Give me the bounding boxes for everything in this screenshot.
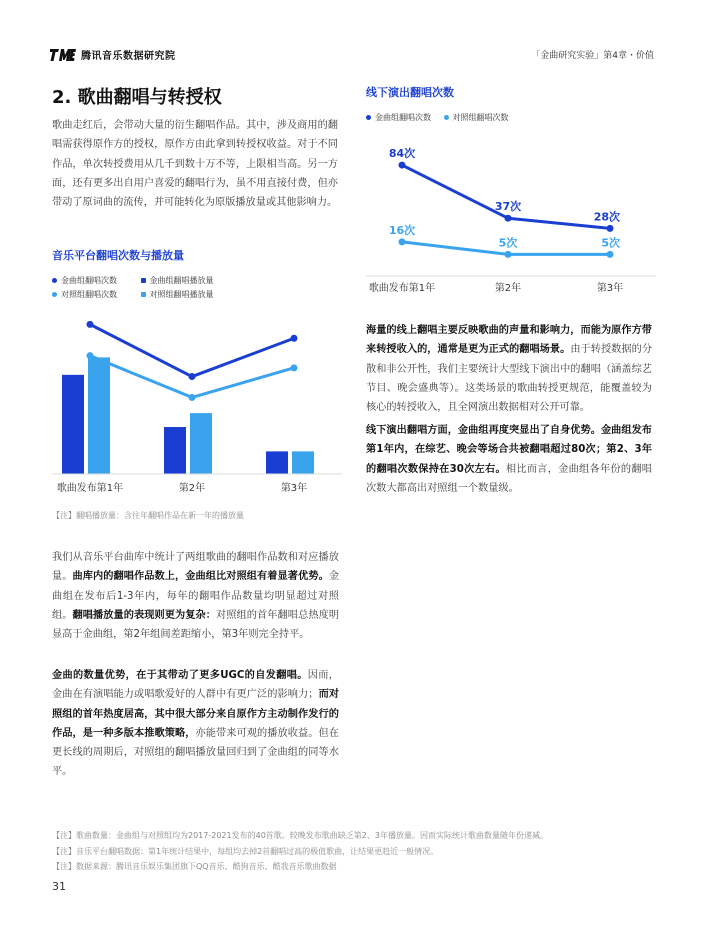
bar-golden-play [164, 427, 186, 474]
bold-text: 线下演出翻唱方面，金曲组再度突显出了自身优势。金曲组发布第1年内，在综艺、晚会等场合共被翻唱超过80次；第2、3年的翻唱次数保持在30次左右。 [366, 425, 652, 475]
legend-label: 对照组翻唱次数 [452, 112, 509, 122]
right-chart-legend [366, 110, 519, 124]
legend-dot-control [52, 292, 57, 297]
point-golden [607, 225, 614, 232]
point-control-count [87, 352, 94, 359]
left-chart-legend [52, 273, 292, 301]
point-control-count [291, 364, 298, 371]
legend-dot-golden [52, 278, 57, 283]
bold-text: 而对照组的首年热度居高，其中很大部分来自原作方主动制作发行的作品，是一种多版本推歌策略， [52, 689, 340, 739]
text: 由于转授数据的分散和非公开性，我们主要统计大型线下演出中的翻唱（涵盖综艺节目、晚会盛典等）。这类场景的歌曲转授更规范，能覆盖较为核心的转授收入，且全网演出数据相对公开可靠。 [366, 344, 653, 414]
footnotes [52, 828, 662, 875]
point-control [505, 251, 512, 258]
data-label: 84次 [388, 147, 416, 161]
bold-text: 金曲的数量优势，在于其带动了更多UGC的自发翻唱。 [52, 670, 308, 681]
page-number: 31 [52, 880, 66, 893]
data-label: 5次 [498, 236, 518, 250]
x-tick-label: 歌曲发布第1年 [368, 283, 436, 294]
legend-control [444, 110, 509, 124]
tme-logo-icon [50, 49, 76, 61]
bar-golden-play [266, 451, 288, 474]
data-label: 28次 [593, 210, 620, 224]
point-control-count [189, 394, 196, 401]
x-tick-label: 第2年 [494, 283, 522, 294]
legend-label: 金曲组翻唱次数 [61, 275, 117, 285]
point-golden-count [291, 335, 298, 342]
legend-label: 金曲组翻唱播放量 [149, 275, 214, 285]
left-chart-title: 音乐平台翻唱次数与播放量 [52, 249, 184, 262]
point-control [607, 251, 614, 258]
legend-dot-golden [366, 115, 371, 120]
legend-label: 对照组翻唱次数 [61, 289, 117, 299]
text: 我们从音乐平台曲库中统计了两组歌曲的翻唱作品数和对应播放量。 [52, 552, 339, 583]
legend-control-count [52, 287, 128, 301]
left-paragraph-2 [52, 548, 339, 644]
legend-golden-count [52, 273, 128, 287]
x-tick-label: 歌曲发布第1年 [56, 483, 124, 494]
section-title: 2. 歌曲翻唱与转授权 [52, 87, 222, 108]
right-paragraph-1 [366, 321, 652, 417]
x-tick-label: 第2年 [178, 483, 206, 494]
legend-swatch-golden [141, 278, 146, 283]
bar-golden-play [62, 375, 84, 474]
point-control [399, 238, 406, 245]
data-label: 37次 [494, 200, 522, 214]
legend-label: 对照组翻唱播放量 [149, 289, 214, 299]
data-label: 16次 [388, 223, 416, 237]
logo-text: 腾讯音乐数据研究院 [81, 51, 176, 62]
left-chart [52, 300, 342, 500]
left-paragraph-3 [52, 666, 339, 782]
bold-text: 海量的线上翻唱主要反映歌曲的声量和影响力，而能为原作方带来转授收入的，通常是更为正式的翻唱场景。 [366, 325, 652, 356]
point-golden [399, 162, 406, 169]
right-paragraph-2 [366, 421, 652, 498]
text: 因而，金曲在有演唱能力或唱歌爱好的人群中有更广泛的影响力； [52, 670, 339, 701]
brand-logo [50, 47, 176, 62]
legend-label: 金曲组翻唱次数 [375, 112, 431, 122]
legend-control-play [141, 287, 214, 301]
footnote: 【注】音乐平台翻唱数据：第1年统计结果中，每组均去掉2首翻唱过高的极值歌曲，让结果更趋近一般情况。 [52, 846, 439, 856]
legend-swatch-control [141, 292, 146, 297]
bold-text: 曲库内的翻唱作品数上，金曲组比对照组有着显著优势。 [72, 571, 329, 583]
point-golden-count [189, 373, 196, 380]
left-chart-note: 【注】翻唱播放量：含往年翻唱作品在新一年的播放量 [52, 511, 244, 520]
x-tick-label: 第3年 [596, 283, 624, 294]
point-golden [505, 215, 512, 222]
intro-paragraph: 歌曲走红后，会带动大量的衍生翻唱作品。其中，涉及商用的翻唱需获得原作方的授权，原作方由此拿到转授权收益。对于不同作品，单次转授费用从几千到数十万不等，上限相当高。另一方面，还有更多出自用户喜爱的翻唱行为，虽不用直接付费，但亦带动了原词曲的流传，并可能转化为原版播放量或其他影响力。 [52, 120, 338, 209]
right-chart-title: 线下演出翻唱次数 [366, 86, 454, 99]
bar-control-play [190, 413, 212, 474]
footnote: 【注】歌曲数量：金曲组与对照组均为2017-2021发布的40首歌。较晚发布歌曲缺乏第2、3年播放量。因而实际统计歌曲数量随年份递减。 [52, 831, 548, 840]
bar-control-play [88, 357, 110, 474]
text: 金曲组在发布后1-3年内，每年的翻唱作品数量均明显超过对照组。 [52, 571, 340, 621]
legend-dot-control [444, 115, 449, 120]
breadcrumb: 「金曲研究实验」第4章・价值 [531, 51, 654, 61]
footnote: 【注】数据来源：腾讯音乐娱乐集团旗下QQ音乐、酷狗音乐、酷我音乐歌曲数据 [52, 862, 337, 871]
point-golden-count [87, 321, 94, 328]
page-header [50, 46, 654, 64]
bar-control-play [292, 451, 314, 474]
data-label: 5次 [601, 236, 620, 250]
text: 相比而言，金曲组各年份的翻唱次数大都高出对照组一个数量级。 [366, 463, 652, 494]
legend-golden [366, 110, 431, 124]
legend-golden-play [141, 273, 214, 287]
x-tick-label: 第3年 [280, 483, 308, 494]
text: 对照组的首年翻唱总热度明显高于金曲组，第2年组间差距缩小，第3年则完全持平。 [52, 609, 340, 641]
bold-text: 翻唱播放量的表现则更为复杂： [72, 609, 217, 621]
text: 亦能带来可观的播放收益。但在更长线的周期后，对照组的翻唱播放量回归到了金曲组的同等水平。 [52, 727, 339, 778]
right-chart [366, 128, 656, 298]
